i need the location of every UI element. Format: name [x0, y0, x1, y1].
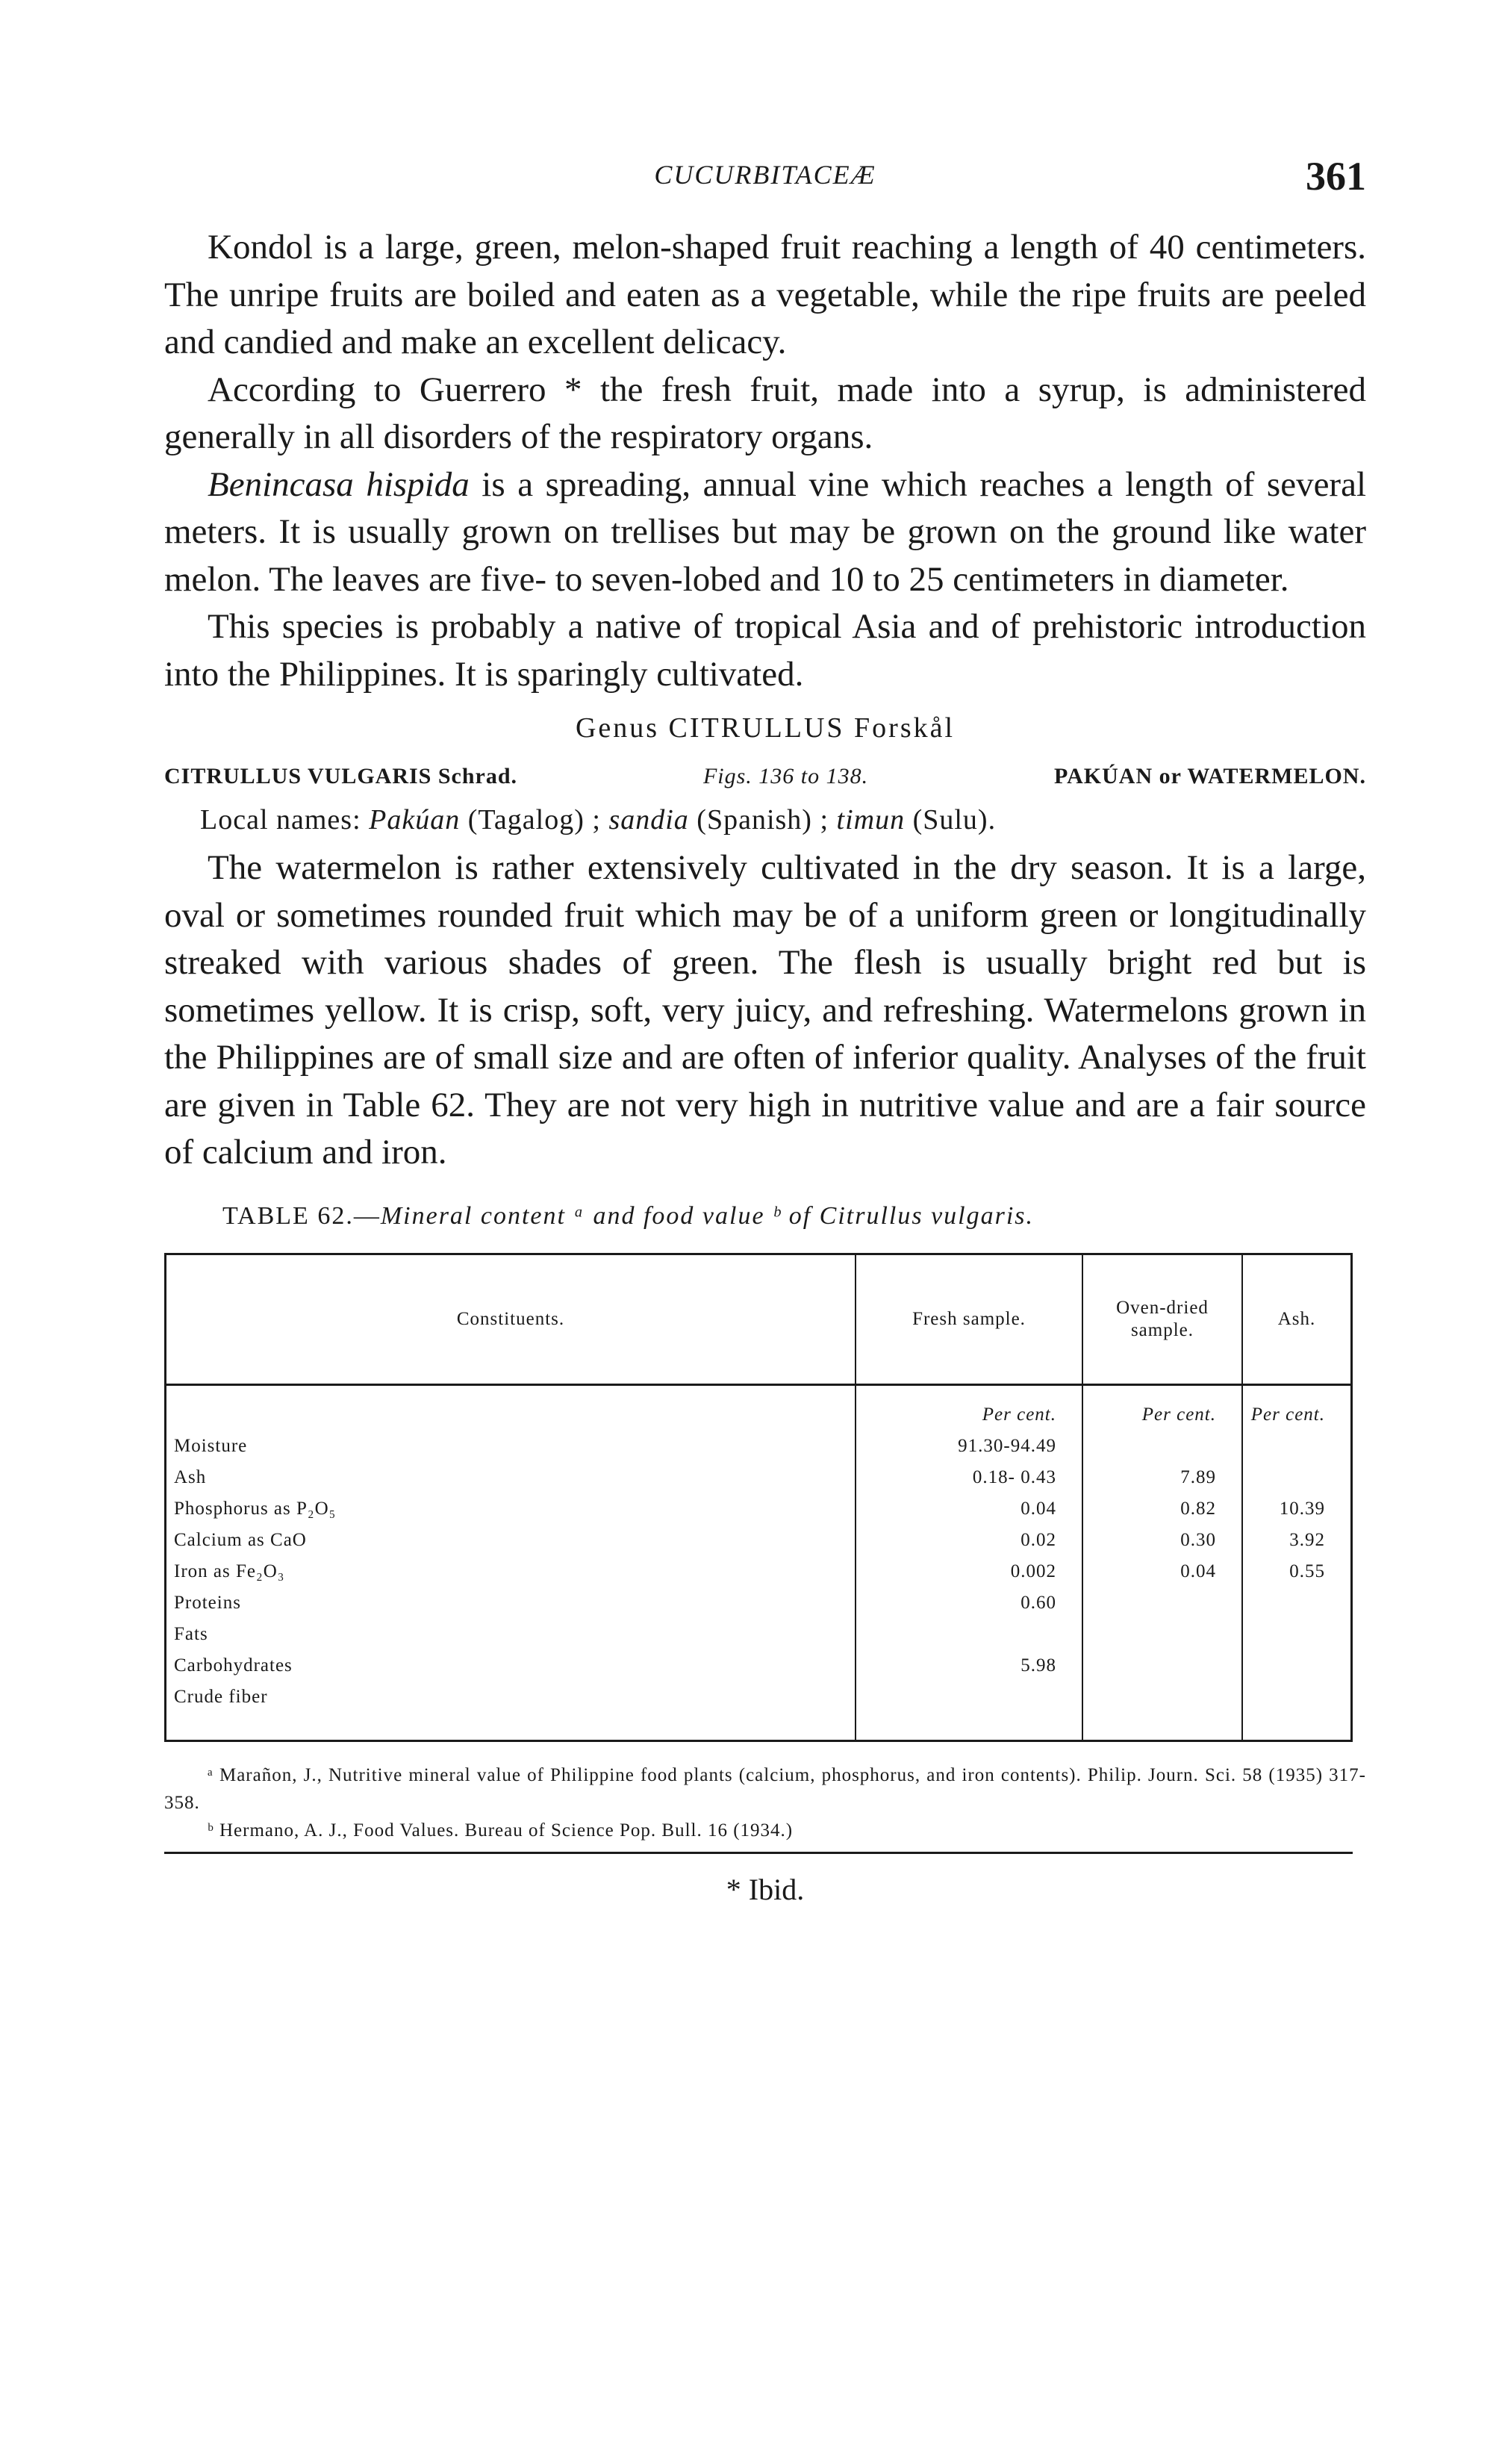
- genus-heading: Genus CITRULLUS Forskål: [575, 712, 956, 744]
- local-name-spanish: sandia: [608, 804, 689, 836]
- cell-oven-dried: 7.89: [1082, 1462, 1242, 1493]
- cell-oven-dried: [1082, 1650, 1242, 1681]
- header-oven-dried-sample: Oven-dried sample.: [1082, 1254, 1242, 1384]
- table-caption-text: Mineral content ᵃ and food value ᵇ of Citrullus vulgaris.: [380, 1201, 1035, 1230]
- paragraph-benincasa: [164, 461, 1366, 604]
- paragraph-native: This species is probably a native of tropical Asia and of prehistoric introduction into the Philippines. It is sparingly cultivated.: [164, 607, 1366, 694]
- cell-constituent: Moisture: [166, 1431, 856, 1462]
- footnote-b: ᵇ Hermano, A. J., Food Values. Bureau of Science Pop. Bull. 16 (1934.): [208, 1820, 794, 1841]
- cell-oven-dried: [1082, 1619, 1242, 1650]
- species-name-benincasa: Benincasa hispida: [208, 464, 470, 504]
- local-names: [164, 795, 1366, 844]
- header-fresh-sample: Fresh sample.: [856, 1254, 1082, 1384]
- table-caption-label: TABLE 62.—: [222, 1201, 381, 1230]
- cell-constituent: Phosphorus as P₂O₅: [166, 1493, 856, 1525]
- header-ash: Ash.: [1242, 1254, 1352, 1384]
- cell-fresh: [856, 1619, 1082, 1650]
- header-constituents: Constituents.: [166, 1254, 856, 1384]
- table-caption: [222, 1198, 1366, 1235]
- cell-fresh: 0.60: [856, 1587, 1082, 1619]
- cell-constituent: Iron as Fe₂O₃: [166, 1556, 856, 1587]
- paragraph-guerrero: According to Guerrero * the fresh fruit, made into a syrup, is administered generally in all disorders of the respiratory organs.: [164, 370, 1366, 456]
- running-head: [164, 153, 1366, 205]
- page-number: 361: [1306, 154, 1366, 199]
- local-name-lang-tagalog: (Tagalog) ;: [460, 804, 609, 836]
- page-footnote: * Ibid.: [726, 1872, 805, 1906]
- cell-oven-dried: 0.82: [1082, 1493, 1242, 1525]
- cell-constituent: Proteins: [166, 1587, 856, 1619]
- cell-ash: 0.55: [1289, 1561, 1325, 1581]
- table-units-row: [166, 1384, 1352, 1431]
- species-line: [164, 758, 1366, 795]
- cell-fresh: 0.02: [856, 1525, 1082, 1556]
- cell-constituent: Calcium as CaO: [166, 1525, 856, 1556]
- cell-ash: [1242, 1619, 1352, 1650]
- cell-oven-dried: 0.04: [1082, 1556, 1242, 1587]
- running-title: CUCURBITACEÆ: [654, 160, 876, 190]
- species-name: CITRULLUS VULGARIS Schrad.: [164, 764, 518, 788]
- body-text: [164, 224, 1366, 1912]
- units-cell: Per cent.: [856, 1384, 1082, 1431]
- paragraph-kondol: Kondol is a large, green, melon-shaped fruit reaching a length of 40 centimeters. The unripe fruits are boiled and eaten as a vegetable, while the ripe fruits are peeled and candied and make an excellent delicacy.: [164, 228, 1366, 361]
- cell-fresh: 91.30-94.49: [856, 1431, 1082, 1462]
- cell-constituent: Crude fiber: [166, 1681, 856, 1741]
- cell-fresh: 0.18- 0.43: [856, 1462, 1082, 1493]
- table-row: [166, 1431, 1352, 1462]
- cell-fresh: [856, 1681, 1082, 1741]
- local-name-lang-sulu: (Sulu).: [905, 804, 997, 836]
- paragraph-watermelon: The watermelon is rather extensively cultivated in the dry season. It is a large, oval or sometimes rounded fruit which may be of a uniform green or longitudinally streaked with various shades of green. The flesh is usually bright red but is sometimes yellow. It is crisp, soft, very juicy, and refreshing. Watermelons grown in the Philippines are of small size and are often of inferior quality. Analyses of the fruit are given in Table 62. They are not very high in nutritive value and are a fair source of calcium and iron.: [164, 848, 1366, 1172]
- table-header-row: [166, 1254, 1352, 1384]
- local-name-sulu: timun: [836, 804, 906, 836]
- cell-ash: 3.92: [1289, 1529, 1325, 1550]
- figure-reference: Figs. 136 to 138.: [702, 764, 869, 788]
- cell-constituent: Fats: [166, 1619, 856, 1650]
- cell-oven-dried: 0.30: [1082, 1525, 1242, 1556]
- table-row: [166, 1587, 1352, 1619]
- paragraph-benincasa-text: is a spreading, annual vine which reaches a length of several meters. It is usually grown on trellises but may be grown on the ground like water melon. The leaves are five- to seven-lobed and 10 to 25 centimeters in diameter.: [164, 464, 1367, 599]
- table-row: [166, 1462, 1352, 1493]
- cell-oven-dried: [1082, 1587, 1242, 1619]
- local-name-lang-spanish: (Spanish) ;: [688, 804, 837, 836]
- table-footnotes: [164, 1761, 1366, 1844]
- cell-fresh: 0.04: [856, 1493, 1082, 1525]
- table-row: [166, 1681, 1352, 1741]
- common-name: PAKÚAN or WATERMELON.: [1054, 764, 1366, 788]
- units-cell: Per cent.: [1082, 1384, 1242, 1431]
- units-cell: Per cent.: [1250, 1404, 1325, 1425]
- cell-ash: [1242, 1650, 1352, 1681]
- cell-ash: [1242, 1462, 1352, 1493]
- table-row: [166, 1493, 1352, 1525]
- cell-constituent: Ash: [166, 1462, 856, 1493]
- cell-ash: [1242, 1431, 1352, 1462]
- cell-ash: 10.39: [1279, 1498, 1325, 1519]
- units-cell: [166, 1384, 856, 1431]
- cell-fresh: 0.002: [856, 1556, 1082, 1587]
- mineral-content-table: [164, 1253, 1353, 1742]
- table-row: [166, 1525, 1352, 1556]
- footnote-a: ᵃ Marañon, J., Nutritive mineral value of Philippine food plants (calcium, phosphorus, and iron contents). Philip. Journ. Sci. 58 (1935) 317-358.: [164, 1764, 1366, 1813]
- cell-oven-dried: [1082, 1681, 1242, 1741]
- table-row: [166, 1650, 1352, 1681]
- cell-constituent: Carbohydrates: [166, 1650, 856, 1681]
- cell-ash: [1242, 1587, 1352, 1619]
- cell-fresh: 5.98: [856, 1650, 1082, 1681]
- cell-ash: [1242, 1681, 1352, 1741]
- table-row: [166, 1556, 1352, 1587]
- table-row: [166, 1619, 1352, 1650]
- local-name-tagalog: Pakúan: [369, 804, 461, 836]
- cell-oven-dried: [1082, 1431, 1242, 1462]
- footnote-divider: [164, 1852, 1353, 1854]
- local-names-label: Local names:: [200, 804, 370, 836]
